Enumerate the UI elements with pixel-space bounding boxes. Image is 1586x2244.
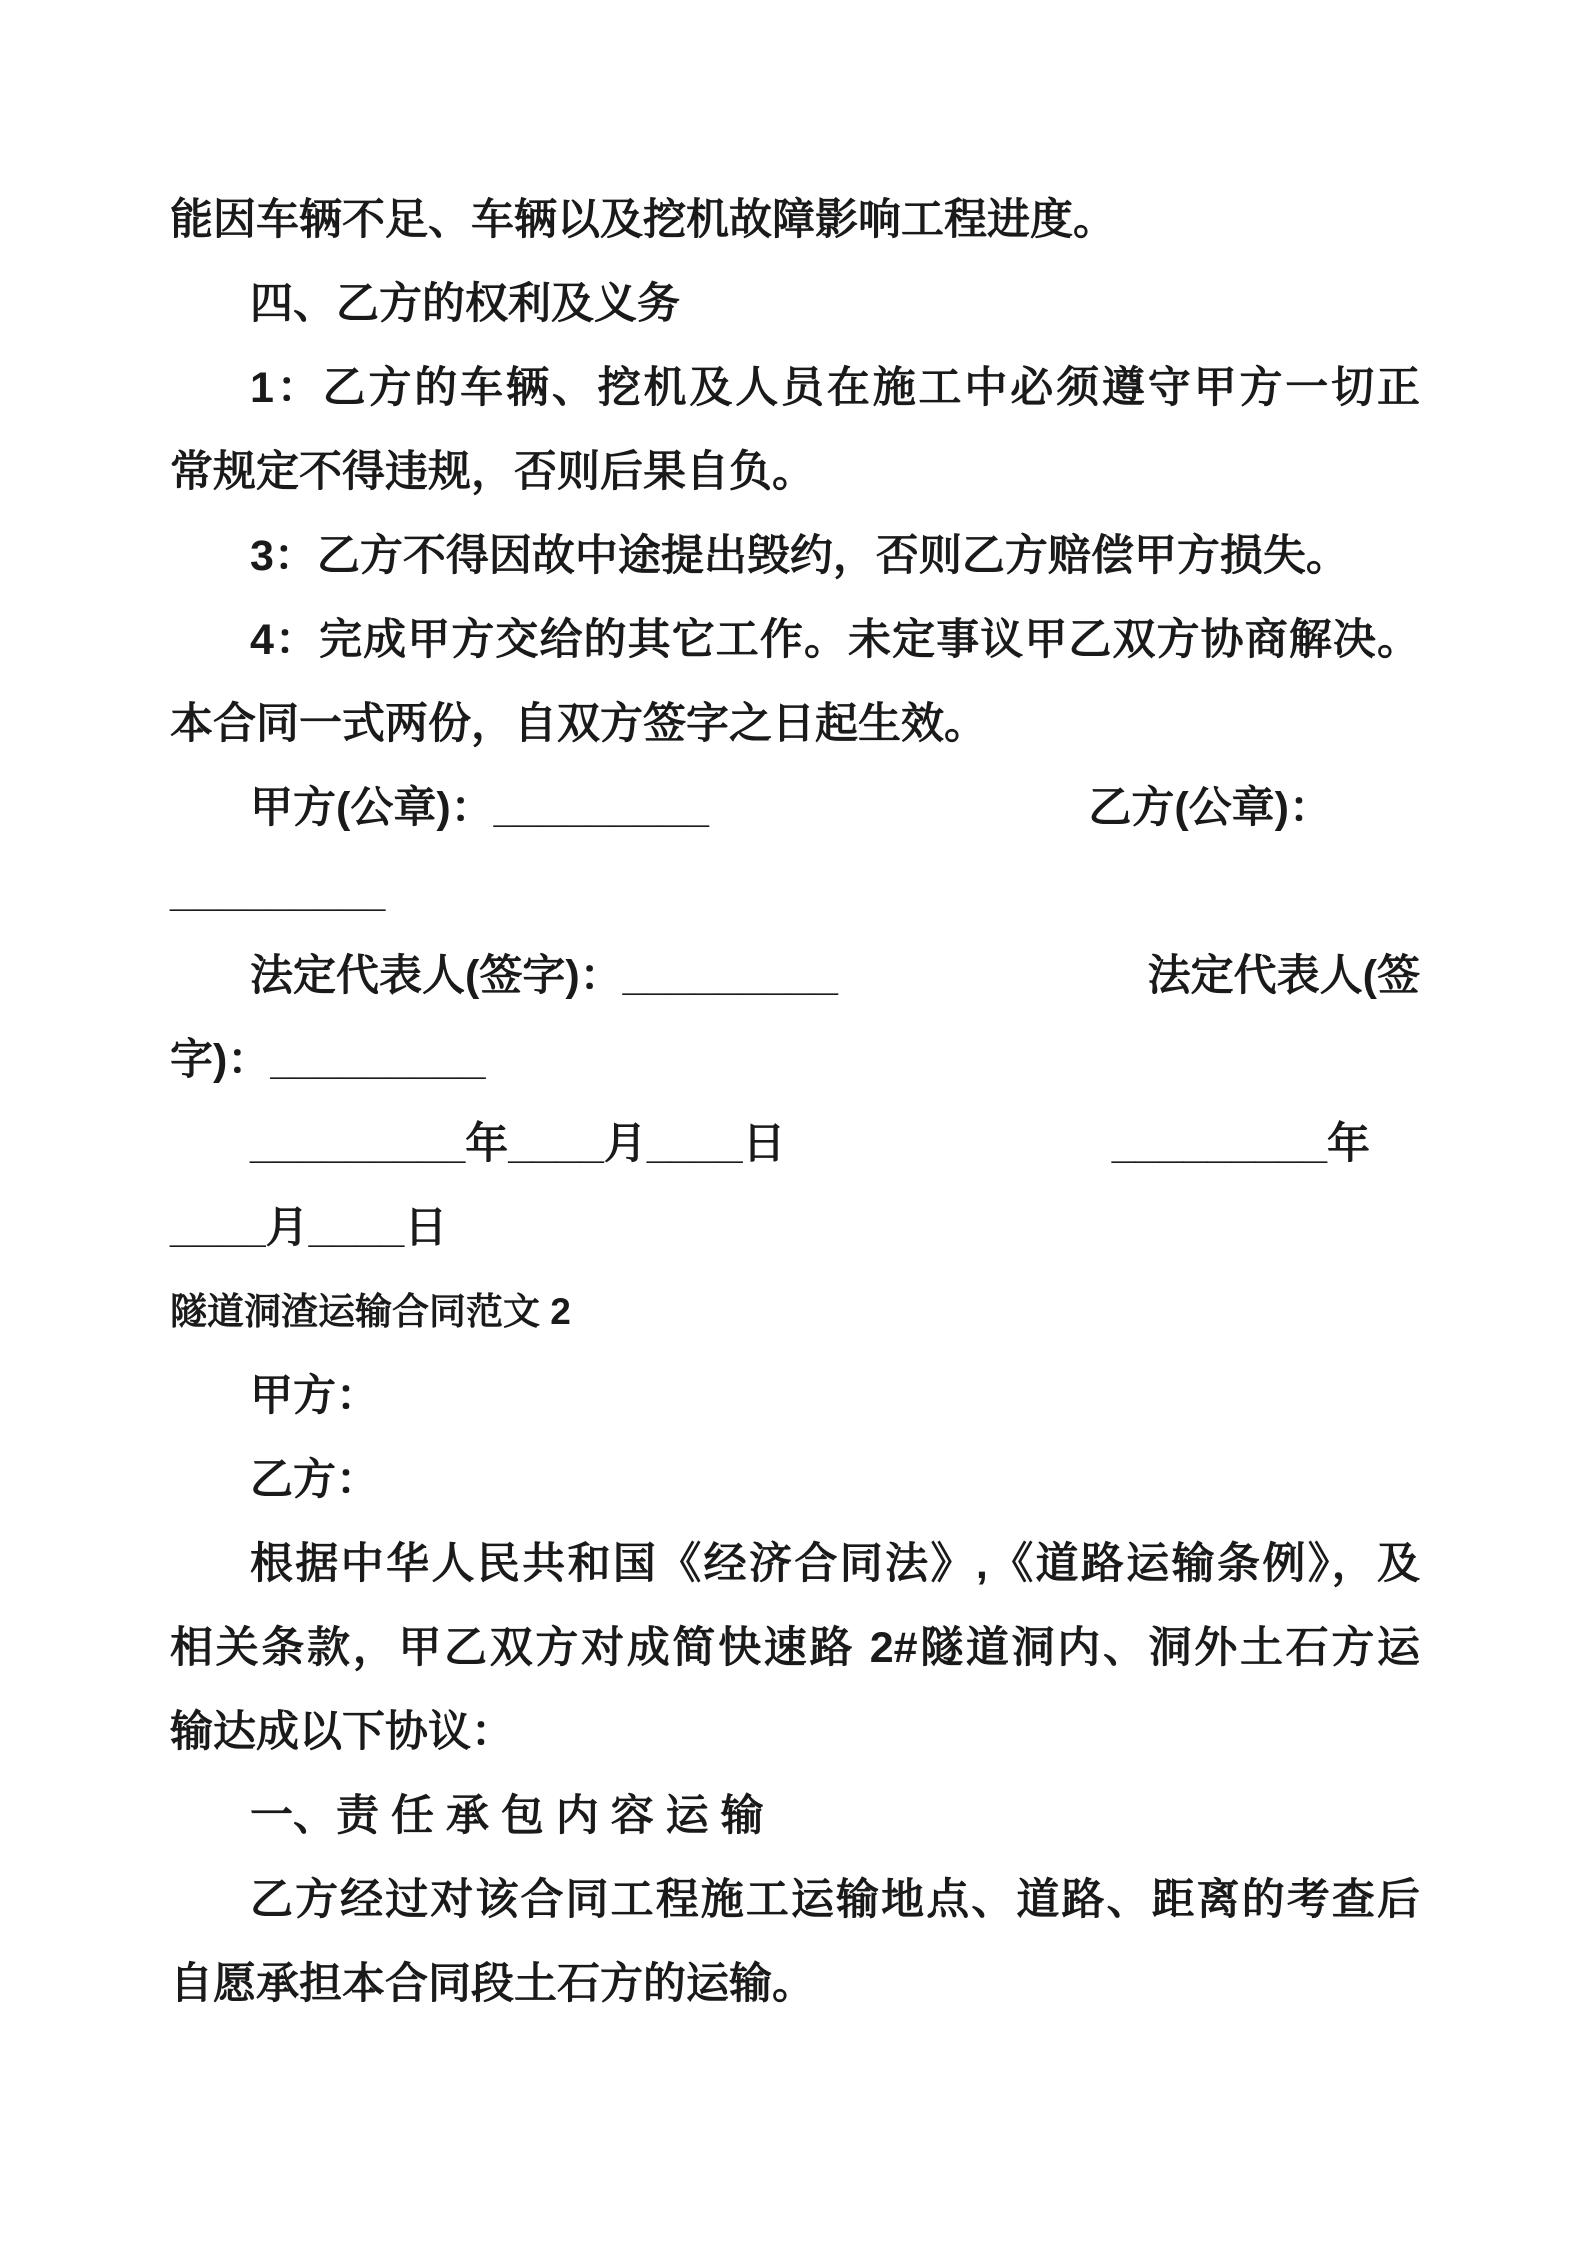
seal-signature-row <box>170 766 1420 850</box>
clause-3: 3：乙方不得因故中途提出毁约，否则乙方赔偿甲方损失。 <box>250 532 1349 580</box>
clause-4-line-2: 本合同一式两份，自双方签字之日起生效。 <box>170 700 987 748</box>
clause-4-line-1: 4：完成甲方交给的其它工作。未定事议甲乙双方协商解决。 <box>250 616 1420 664</box>
heading-party-b-rights-obligations: 四、乙方的权利及义务 <box>250 280 680 328</box>
clause-1-line-1: 1：乙方的车辆、挖机及人员在施工中必须遵守甲方一切正 <box>250 364 1420 412</box>
party-b-representative-wrap: 字)：_________ <box>170 1036 486 1084</box>
party-a-seal-label: 甲方(公章)：_________ <box>250 784 709 832</box>
party-b-seal-blank: _________ <box>170 868 386 916</box>
party-a-label: 甲方： <box>250 1372 379 1420</box>
heading-responsibility-scope: 一、责 任 承 包 内 容 运 输 <box>250 1792 764 1840</box>
body-line-progress-impact: 能因车辆不足、车辆以及挖机故障影响工程进度。 <box>170 196 1116 244</box>
clause-1-line-2: 常规定不得违规，否则后果自负。 <box>170 448 815 496</box>
template-2-title: 隧道洞渣运输合同范文 2 <box>170 1291 571 1332</box>
party-b-date-wrap: ____月____日 <box>170 1204 448 1252</box>
party-b-label: 乙方： <box>250 1456 379 1504</box>
transport-clause-line-2: 自愿承担本合同段土石方的运输。 <box>170 1960 815 2008</box>
party-b-date-blank: _________年 <box>1111 1120 1370 1168</box>
transport-clause-line-1: 乙方经过对该合同工程施工运输地点、道路、距离的考查后 <box>250 1876 1420 1924</box>
party-b-representative-label: 法定代表人(签 <box>1147 952 1420 1000</box>
preamble-line-2: 相关条款，甲乙双方对成简快速路 2#隧道洞内、洞外土石方运 <box>170 1624 1420 1672</box>
legal-representative-row <box>170 934 1420 1018</box>
preamble-line-1: 根据中华人民共和国《经济合同法》,《道路运输条例》，及 <box>250 1540 1420 1588</box>
party-b-seal-label: 乙方(公章)： <box>1088 784 1332 832</box>
date-row <box>170 1102 1420 1186</box>
party-a-representative-label: 法定代表人(签字)：_________ <box>250 952 838 1000</box>
preamble-line-3: 输达成以下协议： <box>170 1708 514 1756</box>
party-a-date-blank: _________年____月____日 <box>250 1120 786 1168</box>
